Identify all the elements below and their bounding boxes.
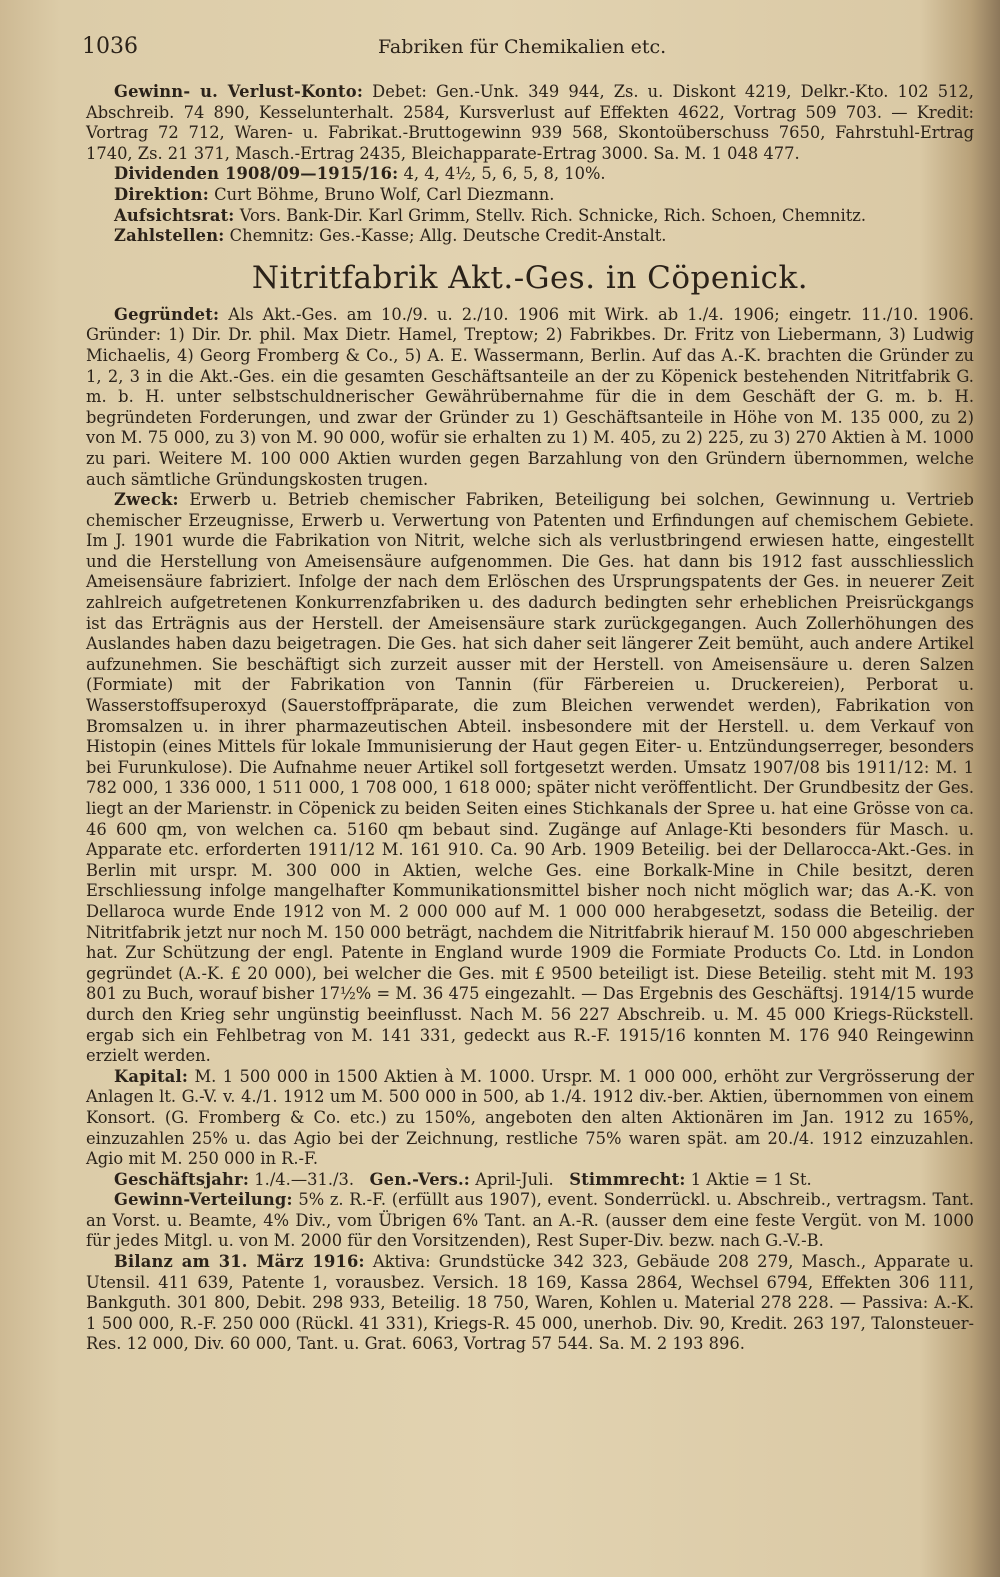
gv-text: Debet: Gen.-Unk. 349 944, Zs. u. Diskont 4219, Delkr.-Kto. 102 512, Abschreib. 74 890, Kesselunterhalt. 2584, Kursverlust auf Effekten 4622, Vortrag 509 703. — Kredit: Vortrag 72 712, Waren- u. Fabrikat.-Bruttogewinn 939 568, Skontoüberschuss 7650, Fahrstuhl-Ertrag 1740, Zs. 21 371, Masch.-Ertrag 2435, Bleichapparate-Ertrag 3000. Sa. M. 1 048 477. xyxy=(86,82,974,163)
bilanz-label: Bilanz am 31. März 1916: xyxy=(114,1252,365,1272)
gewinn-verlust-konto xyxy=(86,82,974,164)
zweck-label: Zweck: xyxy=(114,490,179,510)
dividenden xyxy=(86,164,974,185)
aufsichtsrat xyxy=(86,206,974,227)
gen-vers-text: April-Juli. xyxy=(475,1169,554,1189)
page-header xyxy=(82,34,952,62)
page-body xyxy=(86,82,974,1355)
gegruendet-text: Als Akt.-Ges. am 10./9. u. 2./10. 1906 mit Wirk. ab 1./4. 1906; eingetr. 11./10. 1906. Gründer: 1) Dir. Dr. phil. Max Dietr. Hamel, Treptow; 2) Fabrikbes. Dr. Fritz von Liebermann, 3) Ludwig Michaelis, 4) Georg Fromberg & Co., 5) A. E. Wassermann, Berlin. Auf das A.-K. brachten die Gründer zu 1, 2, 3 in die Akt.-Ges. ein die gesamten Geschäftsanteile an der zu Köpenick bestehenden Nitritfabrik G. m. b. H. unter selbstschuldnerischer Gewährübernahme für die in dem Geschäft der G. m. b. H. begründeten Forderungen, und zwar der Gründer zu 1) Geschäftsanteile in Höhe von M. 135 000, zu 2) von M. 75 000, zu 3) von M. 90 000, wofür sie erhalten zu 1) M. 405, zu 2) 225, zu 3) 270 Aktien à M. 1000 zu pari. Weitere M. 100 000 Aktien wurden gegen Barzahlung von den Gründern übernommen, welche auch sämtliche Gründungskosten trugen. xyxy=(86,304,974,489)
gj-label: Geschäftsjahr: xyxy=(114,1169,250,1189)
zahlstellen xyxy=(86,226,974,247)
kapital xyxy=(86,1067,974,1170)
page-number: 1036 xyxy=(82,34,138,59)
gewinn-label: Gewinn-Verteilung: xyxy=(114,1190,293,1210)
bilanz-text: Aktiva: Grundstücke 342 323, Gebäude 208 279, Masch., Apparate u. Utensil. 411 639, Patente 1, vorausbez. Versich. 18 169, Kassa 2864, Wechsel 6794, Effekten 306 111, Bankguth. 301 800, Debit. 298 933, Beteilig. 18 750, Waren, Kohlen u. Material 278 228. — Passiva: A.-K. 1 500 000, R.-F. 250 000 (Rückl. 41 331), Kriegs-R. 45 000, unerhob. Div. 90, Kredit. 263 197, Talonsteuer-Res. 12 000, Div. 60 000, Tant. u. Grat. 6063, Vortrag 57 544. Sa. M. 2 193 896. xyxy=(86,1252,974,1354)
zs-text: Chemnitz: Ges.-Kasse; Allg. Deutsche Credit-Anstalt. xyxy=(229,226,667,246)
zs-label: Zahlstellen: xyxy=(114,226,225,246)
div-text: 4, 4, 4½, 5, 6, 5, 8, 10%. xyxy=(403,164,606,184)
div-label: Dividenden 1908/09—1915/16: xyxy=(114,164,399,184)
zweck xyxy=(86,490,974,1067)
gegruendet-label: Gegründet: xyxy=(114,304,220,324)
stimmrecht-label: Stimmrecht: xyxy=(569,1169,686,1189)
kapital-text: M. 1 500 000 in 1500 Aktien à M. 1000. Urspr. M. 1 000 000, erhöht zur Vergrösserung der Anlagen lt. G.-V. v. 4./1. 1912 um M. 500 000 in 500, ab 1./4. 1912 div.-ber. Aktien, übernommen von einem Konsort. (G. Fromberg & Co. etc.) zu 150%, angeboten den alten Aktionären im Jan. 1912 zu 165%, einzuzahlen 25% u. das Agio bei der Zeichnung, restliche 75% waren spät. am 20./4. 1912 einzuzahlen. Agio mit M. 250 000 in R.-F. xyxy=(86,1066,974,1169)
running-title: Fabriken für Chemikalien etc. xyxy=(378,36,667,58)
dir-text: Curt Böhme, Bruno Wolf, Carl Diezmann. xyxy=(214,184,555,204)
stimmrecht-text: 1 Aktie = 1 St. xyxy=(690,1169,812,1189)
ar-text: Vors. Bank-Dir. Karl Grimm, Stellv. Rich. Schnicke, Rich. Schoen, Chemnitz. xyxy=(239,205,867,225)
kapital-label: Kapital: xyxy=(114,1066,189,1086)
gegruendet xyxy=(86,305,974,490)
ar-label: Aufsichtsrat: xyxy=(114,205,235,225)
gewinn-verteilung xyxy=(86,1190,974,1252)
direktion xyxy=(86,185,974,206)
zweck-text: Erwerb u. Betrieb chemischer Fabriken, Beteiligung bei solchen, Gewinnung u. Vertrieb chemischer Erzeugnisse, Erwerb u. Verwertung von Patenten und Erfindungen auf chemischem Gebiete. Im J. 1901 wurde die Fabrikation von Nitrit, welche sich als verlustbringend erwiesen hatte, eingestellt und die Herstellung von Ameisensäure aufgenommen. Die Ges. hat dann bis 1912 fast ausschliesslich Ameisensäure fabriziert. Infolge der nach dem Erlöschen des Ursprungspatents der Ges. in neuerer Zeit zahlreich aufgetretenen Konkurrenzfabriken u. des dadurch bedingten sehr erheblichen Preisrückgangs ist das Erträgnis aus der Herstell. der Ameisensäure stark zurückgegangen. Auch Zollerhöhungen des Auslandes haben dazu beigetragen. Die Ges. hat sich daher seit längerer Zeit bemüht, auch andere Artikel aufzunehmen. Sie beschäftigt sich zurzeit ausser mit der Herstell. von Ameisensäure u. deren Salzen (Formiate) mit der Fabrikation von Tannin (für Färbereien u. Druckereien), Perborat u. Wasserstoffsuperoxyd (Sauerstoffpräparate, die zum Bleichen verwendet werden), Fabrikation von Bromsalzen u. in ihrer pharmazeutischen Abteil. insbesondere mit der Herstell. u. dem Verkauf von Histopin (eines Mittels für lokale Immunisierung der Haut gegen Eiter- u. Entzündungserreger, besonders bei Furunkulose). Die Aufnahme neuer Artikel soll fortgesetzt werden. Umsatz 1907/08 bis 1911/12: M. 1 782 000, 1 336 000, 1 511 000, 1 708 000, 1 618 000; später nicht veröffentlicht. Der Grundbesitz der Ges. liegt an der Marienstr. in Cöpenick zu beiden Seiten eines Stichkanals der Spree u. hat eine Grösse von ca. 46 600 qm, von welchen ca. 5160 qm bebaut sind. Zugänge auf Anlage-Kti besonders für Masch. u. Apparate etc. erforderten 1911/12 M. 161 910. Ca. 90 Arb. 1909 Beteilig. bei der Dellarocca-Akt.-Ges. in Berlin mit urspr. M. 300 000 in Aktien, welche Ges. eine Borkalk-Mine in Chile besitzt, deren Erschliessung infolge mangelhafter Kommunikationsmittel bisher noch nicht möglich war; das A.-K. von Dellaroca wurde Ende 1912 von M. 2 000 000 auf M. 1 000 000 herabgesetzt, sodass die Beteilig. der Nitritfabrik jetzt nur noch M. 150 000 beträgt, nachdem die Nitritfabrik hierauf M. 150 000 abgeschrieben hat. Zur Schützung der engl. Patente in England wurde 1909 die Formiate Products Co. Ltd. in London gegründet (A.-K. £ 20 000), bei welcher die Ges. mit £ 9500 beteiligt ist. Diese Beteilig. steht mit M. 193 801 zu Buch, worauf bisher 17½% = M. 36 475 eingezahlt. — Das Ergebnis des Geschäftsj. 1914/15 wurde durch den Krieg sehr ungünstig beeinflusst. Nach M. 56 227 Abschreib. u. M. 45 000 Kriegs-Rückstell. ergab sich ein Fehlbetrag von M. 141 331, gedeckt aus R.-F. 1915/16 konnten M. 176 940 Reingewinn erzielt werden. xyxy=(86,490,974,1066)
bilanz xyxy=(86,1252,974,1355)
gewinn-text: 5% z. R.-F. (erfüllt aus 1907), event. Sonderrückl. u. Abschreib., vertragsm. Tant. an Vorst. u. Beamte, 4% Div., vom Übrigen 6% Tant. an A.-R. (ausser dem eine feste Vergüt. von M. 1000 für jedes Mitgl. u. von M. 2000 für den Vorsitzenden), Rest Super-Div. bezw. nach G.-V.-B. xyxy=(86,1190,974,1251)
gj-text: 1./4.—31./3. xyxy=(254,1169,355,1189)
dir-label: Direktion: xyxy=(114,184,209,204)
geschaeftsjahr-line xyxy=(86,1170,974,1191)
gen-vers-label: Gen.-Vers.: xyxy=(369,1169,471,1189)
firm-title: Nitritfabrik Akt.-Ges. in Cöpenick. xyxy=(251,259,809,296)
gv-label: Gewinn- u. Verlust-Konto: xyxy=(114,82,364,101)
